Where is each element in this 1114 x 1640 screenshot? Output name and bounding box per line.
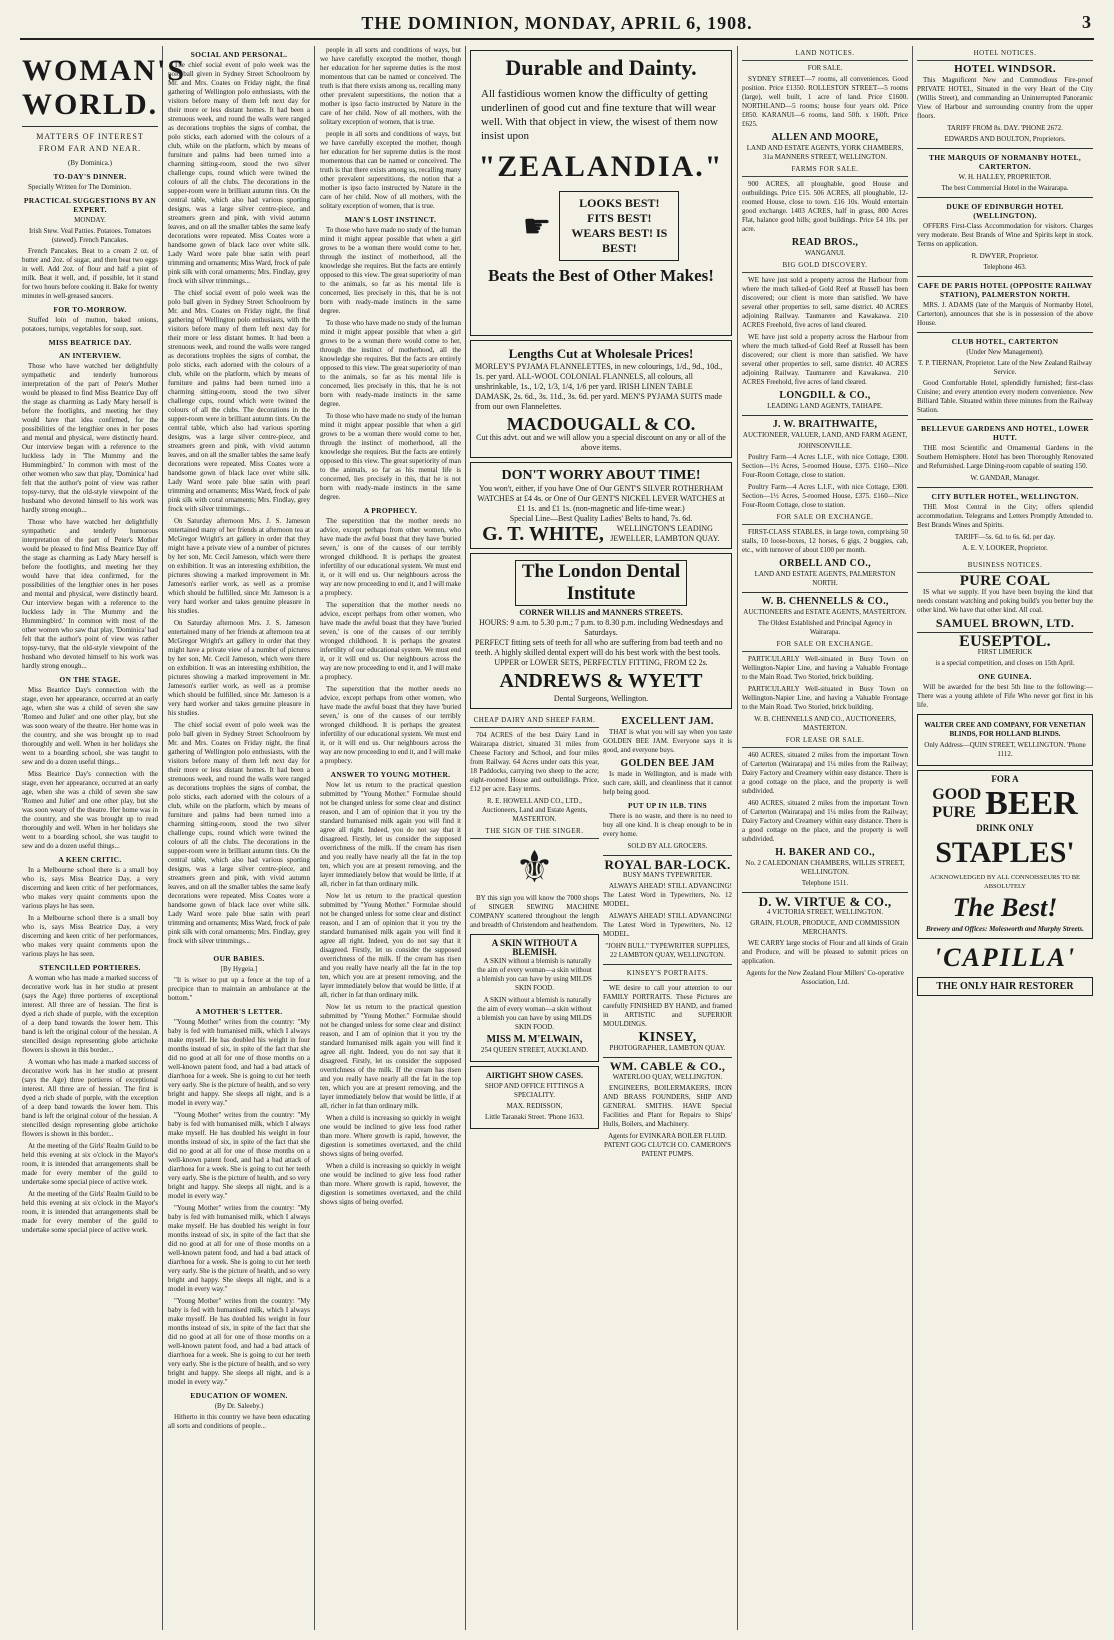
orbell-sub: LAND AND ESTATE AGENTS, PALMERSTON NORTH. bbox=[754, 570, 896, 587]
ads-lower-grid bbox=[470, 713, 732, 1161]
heading-letter: A MOTHER'S LETTER. bbox=[195, 1007, 283, 1016]
prophecy-text: The superstition that the mother needs no advice, except perhaps from other women, who have made the awful boast that they have 'buried seven,' is one of the causes of our terribly wronged childhood. It is perhaps the greatest infertility of our educational system. We must end it, or it will end us. Our neighbours across the way are now proceeding to end it, and I will make a prophecy. bbox=[320, 601, 461, 681]
body-text: people in all sorts and conditions of ways, but we have carefully excepted the mother, though her education for her supreme duties is the most momentous that can be named or conceived. The truth is that there exists among us, recalling many other prevalent superstitions, the notion that a mother is ipso facto instructed by Nature in the care of her child. Now of all mothers, with the solitary exception of women, that is true. bbox=[320, 46, 461, 126]
beats-best: Beats the Best of Other Makes! bbox=[488, 266, 714, 285]
hotel-heading: HOTEL NOTICES. bbox=[917, 49, 1093, 61]
dental-hours: HOURS: 9 a.m. to 5.30 p.m.; 7 p.m. to 8.30 p.m. including Wednesdays and Saturdays. bbox=[479, 618, 723, 637]
critic-text: In a Melbourne school there is a small boy who is, says Miss Beatrice Day, a very discerning and keen critic of her performances, who makes very quaint comments upon the various plays he has seen. bbox=[22, 866, 158, 910]
column-rule bbox=[162, 46, 163, 1630]
heading-instinct: MAN'S LOST INSTINCT. bbox=[344, 215, 437, 224]
letter-text: "Young Mother" writes from the country: "My baby is fed with humanised milk, which I always make myself. He has doubled his weight in four months instead of six, in spite of the fact that she did no good at all for one of those months on a well-known patent food, and had a bad attack of diarrhoea for a week. She is going to cut her teeth very early. She is the picture of health, and so very bright and happy. She sleeps all night, and is a model in every way." bbox=[168, 1297, 310, 1386]
ad-capilla bbox=[917, 977, 1093, 996]
staples-sub: ACKNOWLEDGED BY ALL CONNOISSEURS TO BE ABSOLUTELY bbox=[929, 874, 1081, 890]
jam-title: EXCELLENT JAM. bbox=[621, 716, 714, 727]
social-text: The chief social event of polo week was the polo ball given in Sydney Street Schoolroom by Mr. and Mrs. Coates on Friday night, the final gathering of Wellington polo enthusiasts, with the visitors before many of them left next day for their more or less distant homes. It had been a strenuous week, and round the walls were ranged as decorations trophies the signs of combat, the polo sticks, each adorned with the colours of a club, while on the platform, which by means of furniture and palms had been turned into a charming sitting-room, stood the two silver challenge cups, round which were twined the colours of all the clubs. The decorations in the supper-room were in brilliant autumn tints. On the central table, which also had various sporting designs, was a large silver centre-piece, and streamers green and pink, with vivid autumn leaves, and on all the smaller tables the same leafy decorations were repeated. Miss Coates wore a handsome gown of black lace over white silk. Lady Ward wore pale blue satin with pearl trimming and ornaments; Miss Ward, frock of pale pink silk with coral ornaments; Mrs. Findlay, grey frock with silver trimmings... bbox=[168, 61, 310, 285]
ad-macdougall bbox=[470, 340, 732, 458]
macdougall-name: MACDOUGALL & CO. bbox=[506, 414, 696, 434]
ad-skin bbox=[470, 934, 599, 1062]
masthead-title: THE DOMINION, MONDAY, APRIL 6, 1908. bbox=[361, 12, 753, 33]
longdill: LONGDILL & CO., bbox=[779, 390, 871, 401]
worry-special: Special Line—Best Quality Ladies' Belts to hand, 7s. 6d. bbox=[509, 514, 693, 523]
gold-text: WE have just sold a property across the Harbour from where the much talked-of Gold Reef at Russell has been discovered; our client is more than satisfied. We have several other properties to sell, same district. 40 ACRES adjoining Railway. Taumarere and Kawakawa. 210 ACRES Freehold, five acres of land cleared. bbox=[742, 333, 908, 386]
heading-dinner: TO-DAY'S DINNER. bbox=[53, 172, 127, 181]
critic-text: In a Melbourne school there is a small boy who is, says Miss Beatrice Day, a very discerning and keen critic of her performances, who makes very quaint comments upon the various plays he has seen. bbox=[22, 914, 158, 958]
land-heading: LAND NOTICES. bbox=[742, 49, 908, 61]
ads-lower-left bbox=[470, 713, 599, 1161]
baker: H. BAKER AND CO., bbox=[775, 847, 875, 858]
edinburgh-text: OFFERS First-Class Accommodation for visitors. Charges very moderate. Best Brands of Wine and Spirits kept in stock. Terms on application. bbox=[917, 222, 1093, 248]
kinsey-heading: KINSEY'S PORTRAITS. bbox=[603, 969, 732, 981]
farms-text: 900 ACRES, all ploughable, good House and outbuildings. Price £15. 506 ACRES, all ploughable, 12-roomed House, close to town. £16 10s. Would entertain good exchange. 1403 ACRES, half in grass, 800 Acres Flat, balance good hills; good buildings. Price £4 10s. per acre. bbox=[742, 180, 908, 233]
pancakes-recipe: French Pancakes. Beat to a cream 2 oz. of butter and 2oz. of sugar, and then beat two eggs in well. Add 2oz. of flour and half a pint of milk. Beat it well, and, if possible, let it stand for two hours before cooking it. Bake for twenty minutes in well-greased saucers. bbox=[22, 247, 158, 300]
heading-social: SOCIAL AND PERSONAL. bbox=[190, 50, 288, 59]
heading-answer: ANSWER TO YOUNG MOTHER. bbox=[330, 770, 451, 779]
tomorrow-text: Stuffed loin of mutton, baked onions, potatoes, turnips, vegetables for soup, suet. bbox=[22, 316, 158, 333]
column-rule bbox=[314, 46, 315, 1630]
andrews-wyett: ANDREWS & WYETT bbox=[499, 670, 703, 692]
section-title: WOMAN'S WORLD. bbox=[22, 54, 158, 127]
heading-prophecy: A PROPHECY. bbox=[363, 506, 418, 515]
durable-text: All fastidious women know the difficulty of getting underlinen of good cut and fine texture that will wear well. With that object in view, the wisest of them now insist upon bbox=[481, 88, 718, 142]
singer-logo-icon: ⚜ bbox=[514, 843, 555, 892]
skin-text: A SKIN without a blemish is naturally the aim of every woman—a skin without a blemish you can have by using MILDS SKIN FOOD. bbox=[477, 957, 592, 992]
column-rule bbox=[465, 46, 466, 1630]
body-text-end: When a child is increasing so quickly in weight one would be inclined to give less food rather than more. Where growth is rapid, however, the digestion is sometimes overtaxed, and the child shows signs of being overfed. bbox=[320, 1162, 461, 1206]
normanby-prop: W. H. HALLEY, PROPRIETOR. bbox=[958, 173, 1052, 181]
section-subtitle: MATTERS OF INTEREST FROM FAR AND NEAR. bbox=[36, 132, 144, 153]
masthead bbox=[20, 8, 1094, 40]
paris-text: MRS. J. ADAMS (late of the Marquis of Normanby Hotel, Carterton), announces that she is in possession of the above House. bbox=[917, 301, 1093, 327]
instinct-text: To those who have made no study of the human mind it might appear possible that when a girl grows to be a woman there would come to her, through the instinct of motherhood, all the knowledge she requires. But the facts are entirely opposed to this view. The great superiority of man to the animals, so far as his mental life is concerned, lies precisely in this, that he is not born with ready-made instincts in the same degree. bbox=[320, 412, 461, 501]
for-sale-heading: FOR SALE. bbox=[807, 64, 843, 72]
virtue-agent: Agents for the New Zealand Flour Millers' Co-operative Association, Ltd. bbox=[746, 969, 904, 986]
citybutler-text: THE Most Central in the City; offers splendid accommodation. Telegrams and Letters Promptly Attended to. Best Brands Wines and Spirits. bbox=[917, 503, 1093, 529]
column-babies-cont bbox=[320, 46, 461, 1630]
mcelwain-name: MISS M. M'ELWAIN, bbox=[486, 1034, 583, 1045]
walter-address: Only Address—QUIN STREET, WELLINGTON. 'Phone 1112. bbox=[924, 741, 1086, 758]
gold-heading: BIG GOLD DISCOVERY. bbox=[742, 261, 908, 273]
city-butler: CITY BUTLER HOTEL, WELLINGTON. bbox=[931, 492, 1079, 501]
brewery: Brewery and Offices: Molesworth and Murphy Streets. bbox=[926, 925, 1084, 933]
tins-heading: PUT UP IN 1LB. TINS bbox=[628, 801, 707, 810]
heading-portieres: STENCILLED PORTIERES. bbox=[39, 963, 141, 972]
pointing-hand-icon: ☛ bbox=[522, 207, 552, 244]
stage-text: Miss Beatrice Day's connection with the stage, even her appearance, occurred at an early age, when she was a child of seven she saw 'Romeo and Juliet' and one other play, but she was soon weary of the theatre. Her home was in the country, and she was brought up to read thoroughly and well. When in her holidays she went to a boarding school, she was taught to sew and do a dozen useful things... bbox=[22, 770, 158, 850]
instinct-text: To those who have made no study of the human mind it might appear possible that when a girl grows to be a woman there would come to her, through the instinct of motherhood, all the knowledge she requires. But the facts are entirely opposed to this view. The great superiority of man to the animals, so far as his mental life is concerned, lies precisely in this, that he is not born with ready-made instincts in the same degree. bbox=[320, 226, 461, 315]
letter-text: "Young Mother" writes from the country: "My baby is fed with humanised milk, which I always make myself. He has doubled his weight in four months instead of six, in spite of the fact that she did no good at all for one of those months on a well-known patent food, and had a bad attack of diarrhoea for a week. She is going to cut her teeth very early. She is the picture of health, and so very bright and happy. She sleeps all night, and is a model in every way." bbox=[168, 1204, 310, 1293]
gold-text: WE have just sold a property across the Harbour from where the much talked-of Gold Reef at Russell has been discovered; our client is more than satisfied. We have several other properties to sell, same district. 40 ACRES adjoining Railway. Taumarere and Kawakawa. 210 ACRES Freehold, five acres of land cleared. bbox=[742, 276, 908, 329]
babies-byline: [By Hygeia.] bbox=[220, 965, 258, 973]
club-sub: (Under New Management). bbox=[966, 348, 1044, 356]
ads-lower-right bbox=[603, 713, 732, 1161]
dental-price: UPPER or LOWER SETS, PERFECTLY FITTING, FROM £2 2s. bbox=[494, 658, 708, 667]
normanby-text: The best Commercial Hotel in the Wairarapa. bbox=[941, 184, 1069, 192]
exchange-heading: FOR SALE OR EXCHANGE. bbox=[742, 513, 908, 525]
the-best: The Best! bbox=[952, 893, 1058, 922]
staples-title: STAPLES' bbox=[935, 836, 1075, 869]
durable-title: Durable and Dainty. bbox=[505, 55, 697, 80]
social-text: The chief social event of polo week was the polo ball given in Sydney Street Schoolroom by Mr. and Mrs. Coates on Friday night, the final gathering of Wellington polo enthusiasts, with the visitors before many of them left next day for their more or less distant homes. It had been a strenuous week, and round the walls were ranged as decorations trophies the signs of combat, the polo sticks, each adorned with the colours of a club, while on the platform, which by means of furniture and palms had been turned into a charming sitting-room, stood the two silver challenge cups, round which were twined the colours of all the clubs. The decorations in the supper-room were in brilliant autumn tints. On the central table, which also had various sporting designs, was a large silver centre-piece, and streamers green and pink, with vivid autumn leaves, and on all the smaller tables the same leafy decorations were repeated. Miss Coates wore a handsome gown of black lace over white silk. Lady Ward wore pale blue satin with pearl trimming and ornaments; Miss Ward, frock of pale pink silk with coral ornaments; Mrs. Findlay, grey frock with silver trimmings... bbox=[168, 289, 310, 513]
jam-text: THAT is what you will say when you taste GOLDEN BEE JAM. Everyone says it is good, and everyone buys. bbox=[603, 728, 732, 754]
edinburgh-tel: Telephone 463. bbox=[983, 263, 1027, 271]
braithwaite-text: Poultry Farm—4 Acres L.I.F., with nice Cottage, £300. Section—1½ Acres, 5-roomed House, £375. £160—Nice Four-Room Cottage, close to station. bbox=[742, 453, 908, 479]
club-text: Good Comfortable Hotel, splendidly furnished; first-class Cuisine; and every attention every modern convenience. New Billiard Table. Situated within three minutes from the Railway Station. bbox=[917, 379, 1093, 414]
interview-text: Those who have watched her delightfully sympathetic and tenderly humorous interpretation of the part of Peter's Mother would be pleased to find Miss Beatrice Day off the stage as charming as Lady Mary herself is before the footlights, and meeting her they would have that idea confirmed, for the possibilities of the lengthier ones in her poses and mental and physical, were distinctly heard. Our interview began with a reference to the luckless lady in 'The Mummy and the Hummingbird.' In common with most of the other women who saw that play, 'Dominica' had felt that the author's point of view was rather topsy-turvy, that the old-style viewpoint of the husband who devoted himself to his work was hardly strong enough... bbox=[22, 362, 158, 514]
prophecy-text: The superstition that the mother needs no advice, except perhaps from other women, who have made the awful boast that they have 'buried seven,' is one of the causes of our terribly wronged childhood. It is perhaps the greatest infertility of our educational system. We must end it, or it will end us. Our neighbours across the way are now proceeding to end it, and I will make a prophecy. bbox=[320, 517, 461, 597]
capilla-sub: THE ONLY HAIR RESTORER bbox=[936, 981, 1074, 992]
lengths-title: Lengths Cut at Wholesale Prices! bbox=[508, 346, 694, 361]
braithwaite-sub: AUCTIONEER, VALUER, LAND, AND FARM AGENT, bbox=[742, 431, 908, 439]
virtue-sub: 4 VICTORIA STREET, WELLINGTON. bbox=[766, 908, 884, 916]
column-womans-world bbox=[22, 46, 186, 1630]
sale-text: SYDNEY STREET—7 rooms, all conveniences. Good position. Price £1350. ROLLESTON STREET—5 rooms (large), well built, 1 acre of land. Price £1600. NORTHLAND—5 rooms; house four years old. Price £850. KARANUI—6 rooms, land 50ft. x 160ft. Price £625. bbox=[742, 75, 908, 128]
lease-text: 460 ACRES, situated 2 miles from the important Town of Carterton (Wairarapa) and 1¼ miles from the Railway; Dairy Factory and Creamery within easy distance. There is a good cottage on the place, and the property is well subdivided. bbox=[742, 751, 908, 795]
barlock-text: ALWAYS AHEAD! STILL ADVANCING! The Latest Word in Typewriters, No. 12 MODEL. bbox=[603, 882, 732, 908]
lease-heading: FOR LEASE OR SALE. bbox=[742, 736, 908, 748]
barlock-address: "JOHN BULL" TYPEWRITER SUPPLIES, 22 LAMBTON QUAY, WELLINGTON. bbox=[605, 942, 730, 959]
answer-text: Now let us return to the practical question submitted by "Young Mother." Formulae should not be changed unless for some clear and distinct reason, and I am of opinion that it you try the standard humanised milk again you will find it agree all right. Indeed, you do not say that it disagreed. Firstly, let us consider the supposed overrichness of the milk. If the cream has risen and you really have nearly all the fat in the top ten, which you are at present removing, and the layer immediately below that would be little, if at all, richer in fat than ordinary milk. bbox=[320, 781, 461, 888]
portieres-text: A woman who has made a marked success of decorative work has in her studio at present (says the Age) three portieres of exceptional interest. All three are of hessian. The first is dyed a rich shade of purple, with the exception of a deep band towards the lower hem. This band is left the original colour of the hessian. A stencilled design representing globe artichoke flowers is shown in this border... bbox=[22, 974, 158, 1054]
bellevue-prop: W. GANDAR, Manager. bbox=[970, 474, 1040, 482]
andrews-sub: Dental Surgeons, Wellington. bbox=[553, 694, 649, 703]
farms-heading: FARMS FOR SALE. bbox=[742, 165, 908, 177]
farm-heading: CHEAP DAIRY AND SHEEP FARM. bbox=[470, 716, 599, 728]
ad-dental bbox=[470, 553, 732, 709]
social-text-2: On Saturday afternoon Mrs. J. S. Jameson entertained many of her friends at afternoon tea at McGregor Wright's art gallery in order that they might have a private view of a number of pictures by her son, Mr. Cecil Jameson, which were there on exhibition. It was an interesting exhibition, the pictures showing a marked improvement in Mr. Jameson's earlier work, as well as a promise which should be fulfilled, since Mr. Jameson is a very hard worker and takes genuine pleasure in his studies. bbox=[168, 517, 310, 615]
sale-exchange-heading: FOR SALE OR EXCHANGE. bbox=[742, 640, 908, 652]
column-land-notices bbox=[742, 46, 908, 1630]
gt-white-sub: WELLINGTON'S LEADING JEWELLER, LAMBTON QUAY. bbox=[610, 524, 720, 543]
portieres-text: A woman who has made a marked success of decorative work has in her studio at present (says the Age) three portieres of exceptional interest. All three are of hessian. The first is dyed a rich shade of purple, with the exception of a deep band towards the lower hem. This band is left the original colour of the hessian. A stencilled design representing globe artichoke flowers is shown in this border... bbox=[22, 1058, 158, 1138]
virtue-text-2: WE CARRY large stocks of Flour and all kinds of Grain and Produce, and will be pleased to submit prices on application. bbox=[742, 939, 908, 965]
airtight-title: AIRTIGHT SHOW CASES. bbox=[485, 1071, 583, 1080]
golden-text: Is made in Wellington, and is made with such care, skill, and cleanliness that it cannot help being good. bbox=[603, 770, 732, 796]
dental-text: PERFECT fitting sets of teeth for all who are suffering from bad teeth and no teeth. A highly skilled dental expert will do his best work with the best tools. bbox=[475, 638, 723, 657]
byline: (By Dominica.) bbox=[68, 159, 112, 167]
braithwaite: J. W. BRAITHWAITE, bbox=[772, 419, 878, 430]
braithwaite-text: Poultry Farm—4 Acres L.I.F., with nice Cottage, £300. Section—1½ Acres, 5-roomed House, £375. £160—Nice Four-Room Cottage, close to station. bbox=[742, 483, 908, 509]
looks-best: LOOKS BEST! FITS BEST! WEARS BEST! IS BEST! bbox=[559, 191, 679, 261]
baker-sub: No. 2 CALEDONIAN CHAMBERS, WILLIS STREET, WELLINGTON. bbox=[745, 859, 905, 876]
farm-agent: R. E. HOWELL AND CO., LTD., Auctioneers, Land and Estate Agents, MASTERTON. bbox=[481, 797, 588, 823]
samuel-brown: SAMUEL BROWN, LTD. bbox=[935, 616, 1075, 630]
club-prop: T. P. TIERNAN, Proprietor. Late of the New Zealand Railway Service. bbox=[917, 359, 1093, 376]
read-bros: READ BROS., bbox=[791, 237, 859, 248]
kinsey-sub: PHOTOGRAPHER, LAMBTON QUAY. bbox=[609, 1044, 726, 1052]
exchange-text: FIRST-CLASS STABLES, in large town, comprising 50 stalls, 10 loose-boxes, 12 horses, 6 gigs, 2 buggies, cab, etc., with turnover of about £100 per month. bbox=[742, 528, 908, 554]
kinsey-name: KINSEY, bbox=[638, 1030, 697, 1045]
barlock-sub: BUSY MAN'S TYPEWRITER. bbox=[622, 871, 713, 879]
ad-gt-white bbox=[470, 462, 732, 549]
lengths-text: MORLEY'S PYJAMA FLANNELETTES, in new colourings, 1/d., 9d., 10d., 1s. per yard. ALL-WOOL COLONIAL FLANNELS, all colours, all unshrinkable, 1s., 1/2, 1/3, 1/4, 1/6 per yard. IRISH LINEN TABLE DAMASK, 2s. 6d., 3s. 11d., 3s. 6d. per yard. MEN'S PYJAMA SUITS made from our own Flannelettes. bbox=[475, 362, 723, 411]
heading-critic: A KEEN CRITIC. bbox=[58, 855, 122, 864]
virtue-text: GRAIN, FLOUR, PRODUCE, AND COMMISSION MERCHANTS. bbox=[750, 919, 900, 936]
letter-text: "Young Mother" writes from the country: "My baby is fed with humanised milk, which I always make myself. He has doubled his weight in four months instead of six, in spite of the fact that she did no good at all for one of those months on a well-known patent food, and had a bad attack of diarrhoea for a week. She is going to cut her teeth very early. She is the picture of health, and so very bright and happy. She sleeps all night, and is a model in every way." bbox=[168, 1111, 310, 1200]
tins-sold: SOLD BY ALL GROCERS. bbox=[627, 842, 708, 850]
gt-white-name: G. T. WHITE, bbox=[482, 522, 604, 545]
meeting-text: At the meeting of the Girls' Realm Guild to be held this evening at six o'clock in the Mayor's room, it is intended that arrangements shall be made for every member of the guild to undertake some special piece of active work. bbox=[22, 1190, 158, 1234]
meeting-text: At the meeting of the Girls' Realm Guild to be held this evening at six o'clock in the Mayor's room, it is intended that arrangements shall be made for every member of the guild to undertake some special piece of active work. bbox=[22, 1142, 158, 1186]
bellevue: BELLEVUE GARDENS AND HOTEL, LOWER HUTT. bbox=[920, 424, 1090, 442]
education-text: Hitherto in this country we have been educating all sorts and conditions of people... bbox=[168, 1413, 310, 1430]
guinea-text: Will be awarded for the best 5th line to the following:— There was a young athlete of Fife Who never got first in his life. bbox=[917, 683, 1093, 709]
chennells-2: W. B. CHENNELLS AND CO., AUCTIONEERS, MASTERTON. bbox=[754, 715, 896, 732]
beer-title: BEER bbox=[985, 785, 1078, 822]
guinea: ONE GUINEA. bbox=[978, 672, 1032, 681]
macdougall-note: Cut this advt. out and we will allow you a special discount on any or all of the above items. bbox=[476, 433, 726, 452]
bellevue-text: THE most Scientific and Ornamental Gardens in the Southern Hemisphere. Hotel has been Thoroughly Renovated and Refurnished. Large Dining-room capable of seating 150. bbox=[917, 444, 1093, 470]
normanby: THE MARQUIS OF NORMANBY HOTEL, CARTERTON. bbox=[929, 153, 1081, 171]
tins-text: There is no waste, and there is no need to buy all one kind. It is cheap enough to be in every home. bbox=[603, 812, 732, 838]
airtight-text: SHOP AND OFFICE FITTINGS A SPECIALITY. bbox=[484, 1082, 585, 1099]
citybutler-prop: A. E. V. LOOKER, Proprietor. bbox=[962, 544, 1048, 552]
zealandia-title: "ZEALANDIA." bbox=[478, 150, 724, 183]
cafe-paris: CAFE DE PARIS HOTEL (OPPOSITE RAILWAY STATION), PALMERSTON NORTH. bbox=[917, 281, 1093, 299]
cable-text: ENGINEERS, BOILERMAKERS, IRON AND BRASS FOUNDERS, SHIP AND GENERAL SMITHS. HAVE Special Facilities and Plant for Repairs to Ships' Hulls, Boilers, and Machinery. bbox=[603, 1084, 732, 1128]
body-text-end: When a child is increasing so quickly in weight one would be inclined to give less food rather than more. Where growth is rapid, however, the digestion is sometimes overtaxed, and the child shows signs of being overfed. bbox=[320, 1114, 461, 1158]
chennells-sub: AUCTIONEERS and ESTATE AGENTS, MASTERTON. bbox=[743, 608, 907, 616]
club-hotel: CLUB HOTEL, CARTERTON bbox=[951, 337, 1059, 346]
airtight-address: Little Taranaki Street. 'Phone 1633. bbox=[484, 1113, 584, 1121]
euseptol-sub: FIRST LIMERICK bbox=[977, 648, 1033, 656]
dental-address: CORNER WILLIS and MANNERS STREETS. bbox=[519, 608, 683, 617]
edinburgh-prop: R. DWYER, Proprietor. bbox=[971, 252, 1039, 260]
pure-coal: PURE COAL bbox=[959, 573, 1051, 589]
singer-text: BY this sign you will know the 7000 shops of SINGER SEWING MACHINE COMPANY scattered throughout the length and breadth of Christendom and heathendom. bbox=[470, 894, 599, 929]
read-sub: WANGANUI. bbox=[804, 249, 846, 257]
drink-only: DRINK ONLY bbox=[976, 823, 1034, 833]
edinburgh: DUKE OF EDINBURGH HOTEL (WELLINGTON). bbox=[946, 202, 1064, 220]
babies-quote: "It is wiser to put up a fence at the top of a precipice than to maintain an ambulance at the bottom." bbox=[168, 976, 310, 1002]
column-social bbox=[168, 46, 310, 1630]
golden-bee: GOLDEN BEE JAM bbox=[620, 758, 715, 769]
barlock-title: ROYAL BAR-LOCK. bbox=[604, 857, 731, 872]
column-rule bbox=[737, 46, 738, 1630]
body-text: people in all sorts and conditions of ways, but we have carefully excepted the mother, though her education for her supreme duties is the most momentous that can be named or conceived. The truth is that there exists among us, recalling many other prevalent superstitions, the notion that a mother is ipso facto instructed by Nature in the care of her child. Now of all mothers, with the solitary exception of women, that is true. bbox=[320, 130, 461, 210]
lease-text: 460 ACRES, situated 2 miles from the important Town of Carterton (Wairarapa) and 1¼ miles from the Railway; Dairy Factory and Creamery within easy distance. There is a good cottage on the place, and the property is well subdivided. bbox=[742, 799, 908, 843]
baker-tel: Telephone 1511. bbox=[801, 879, 849, 887]
chennells-text: PARTICULARLY Well-situated in Busy Town on Wellington-Napier Line, and having a Valuable Frontage to the Main Road. Two Storied, brick building. bbox=[742, 655, 908, 681]
heading-education: EDUCATION OF WOMEN. bbox=[190, 1391, 288, 1400]
pure-label: PURE bbox=[932, 804, 976, 821]
allen-sub: LAND AND ESTATE AGENTS, YORK CHAMBERS, 31a MANNERS STREET, WELLINGTON. bbox=[746, 144, 904, 161]
heading-miss-day: MISS BEATRICE DAY. bbox=[48, 338, 132, 347]
stage-text: Miss Beatrice Day's connection with the stage, even her appearance, occurred at an early age, when she was a child of seven she saw 'Romeo and Juliet' and one other play, but she was soon weary of the theatre. Her home was in the country, and she was brought up to read thoroughly and well. When in her holidays she went to a boarding school, she was taught to sew and do a dozen useful things... bbox=[22, 686, 158, 766]
chennells: W. B. CHENNELLS & CO., bbox=[761, 596, 889, 607]
letter-text: "Young Mother" writes from the country: "My baby is fed with humanised milk, which I always make myself. He has doubled his weight in four months instead of six, in spite of the fact that she did no good at all for one of those months on a well-known patent food, and had a bad attack of diarrhoea for a week. She is going to cut her teeth very early. She is the picture of health, and so very bright and happy. She sleeps all night, and is a model in every way." bbox=[168, 1018, 310, 1107]
longdill-sub: LEADING LAND AGENTS, TAIHAPE. bbox=[767, 402, 883, 410]
worry-title: DON'T WORRY ABOUT TIME! bbox=[501, 468, 701, 483]
capilla-title: 'CAPILLA' bbox=[933, 943, 1077, 972]
ad-zealandia bbox=[470, 50, 732, 336]
skin-text: A SKIN without a blemish is naturally the aim of every woman—a skin without a blemish you can have by using MILDS SKIN FOOD. bbox=[477, 996, 592, 1031]
windsor-text: This Magnificent New and Commodious Fire-proof PRIVATE HOTEL, Situated in the very Heart of the City (Willis Street), and commanding an Uninterrupted Panoramic View of Harbour and surrounding country from the upper floors. bbox=[917, 76, 1093, 120]
chennells-note: The Oldest Established and Principal Agency in Wairarapa. bbox=[757, 619, 893, 636]
mcelwain-address: 254 QUEEN STREET, AUCKLAND. bbox=[480, 1046, 588, 1054]
heading-interview: AN INTERVIEW. bbox=[58, 351, 122, 360]
orbell: ORBELL AND CO., bbox=[779, 558, 871, 569]
cable-sub: WATERLOO QUAY, WELLINGTON. bbox=[612, 1073, 723, 1081]
dinner-note: Specially Written for The Dominion. bbox=[28, 183, 132, 191]
windsor-prop: EDWARDS AND BOULTON, Proprietors. bbox=[944, 135, 1066, 143]
barlock-text: ALWAYS AHEAD! STILL ADVANCING! The Latest Word in Typewriters, No. 12 MODEL. bbox=[603, 912, 732, 938]
euseptol-text: is a special competition, and closes on 15th April. bbox=[935, 659, 1075, 667]
braithwaite-town: JOHNSONVILLE. bbox=[798, 442, 852, 450]
ad-walter-cree bbox=[917, 714, 1093, 766]
heading-stage: ON THE STAGE. bbox=[59, 675, 121, 684]
worry-text: You won't, either, if you have One of Our GENT'S SILVER ROTHERHAM WATCHES at £4 4s. or One of Our GENT'S NICKEL LEVER WATCHES at £1 1s. and £1 1s. (non-magnetic and life-time wear.) bbox=[477, 484, 725, 513]
farm-text: 704 ACRES of the best Dairy Land in Wairarapa district, situated 31 miles from Cheese Factory and School, and four miles from Railway. 64 Acres under oats this year, 18 Paddocks, carrying two sheep to the acre; eight-roomed House and outbuildings. Price, £12 per acre. Easy terms. bbox=[470, 731, 599, 793]
allen-moore: ALLEN AND MOORE, bbox=[771, 132, 879, 143]
prophecy-text: The superstition that the mother needs no advice, except perhaps from other women, who have made the awful boast that they have 'buried seven,' is one of the causes of our terribly wronged childhood. It is perhaps the greatest infertility of our educational system. We must end it, or it will end us. Our neighbours across the way are now proceeding to end it, and I will make a prophecy. bbox=[320, 685, 461, 765]
chennells-text: PARTICULARLY Well-situated in Busy Town on Wellington-Napier Line, and having a Valuable Frontage to the Main Road. Two Storied, brick building. bbox=[742, 685, 908, 711]
answer-text: Now let us return to the practical question submitted by "Young Mother." Formulae should not be changed unless for some clear and distinct reason, and I am of opinion that it you try the standard humanised milk again you will find it agree all right. Indeed, you do not say that it disagreed. Firstly, let us consider the supposed overrichness of the milk. If the cream has risen and you really have nearly all the fat in the top ten, which you are at present removing, and the layer immediately below that would be little, if at all, richer in fat than ordinary milk. bbox=[320, 1003, 461, 1110]
singer-heading: THE SIGN OF THE SINGER. bbox=[470, 827, 599, 839]
dental-title: The London Dental Institute bbox=[515, 560, 687, 606]
airtight-name: MAX. REDISSON, bbox=[506, 1102, 563, 1110]
column-ads-center bbox=[470, 46, 732, 1630]
euseptol: EUSEPTOL. bbox=[959, 633, 1051, 650]
column-rule bbox=[912, 46, 913, 1630]
ad-staples-beer bbox=[917, 770, 1093, 939]
walter-cree: WALTER CREE AND COMPANY, FOR VENETIAN BLINDS, FOR HOLLAND BLINDS. bbox=[924, 721, 1086, 738]
instinct-text: To those who have made no study of the human mind it might appear possible that when a girl grows to be a woman there would come to her, through the instinct of motherhood, all the knowledge she requires. But the facts are entirely opposed to this view. The great superiority of man to the animals, so far as his mental life is concerned, lies precisely in this, that he is not born with ready-made instincts in the same degree. bbox=[320, 319, 461, 408]
heading-suggestions: PRACTICAL SUGGESTIONS BY AN EXPERT. bbox=[23, 196, 157, 214]
heading-babies: OUR BABIES. bbox=[213, 954, 265, 963]
ad-airtight bbox=[470, 1066, 599, 1129]
page-number: 3 bbox=[1082, 12, 1092, 32]
for-a: FOR A bbox=[991, 774, 1019, 784]
education-byline: (By Dr. Saleeby.) bbox=[214, 1402, 264, 1410]
kinsey-text: WE desire to call your attention to our FAMILY PORTRAITS. These Pictures are carefully FINISHED BY HAND, and framed in ARTISTIC and SUPERIOR MOULDINGS. bbox=[603, 984, 732, 1028]
social-text-2: On Saturday afternoon Mrs. J. S. Jameson entertained many of her friends at afternoon tea at McGregor Wright's art gallery in order that they might have a private view of a number of pictures by her son, Mr. Cecil Jameson, which were there on exhibition. It was an interesting exhibition, the pictures showing a marked improvement in Mr. Jameson's earlier work, as well as a promise which should be fulfilled, since Mr. Jameson is a very hard worker and takes genuine pleasure in his studies. bbox=[168, 619, 310, 717]
good-label: GOOD bbox=[932, 786, 982, 803]
citybutler-tariff: TARIFF—5s. 6d. to 6s. 6d. per day. bbox=[954, 533, 1056, 541]
skin-title: A SKIN WITHOUT A BLEMISH. bbox=[491, 938, 578, 957]
virtue: D. W. VIRTUE & CO., bbox=[758, 894, 892, 909]
social-text: The chief social event of polo week was the polo ball given in Sydney Street Schoolroom by Mr. and Mrs. Coates on Friday night, the final gathering of Wellington polo enthusiasts, with the visitors before many of them left next day for their more or less distant homes. It had been a strenuous week, and round the walls were ranged as decorations trophies the signs of combat, the polo sticks, each adorned with the colours of a club, while on the platform, which by means of furniture and palms had been turned into a charming sitting-room, stood the two silver challenge cups, round which were twined the colours of all the clubs. The decorations in the supper-room were in brilliant autumn tints. On the central table, which also had various sporting designs, was a large silver centre-piece, and streamers green and pink, with vivid autumn leaves, and on all the smaller tables the same leafy decorations were repeated. Miss Coates wore a handsome gown of black lace over white silk. Lady Ward wore pale blue satin with pearl trimming and ornaments; Miss Ward, frock of pale pink silk with coral ornaments; Mrs. Findlay, grey frock with silver trimmings... bbox=[168, 721, 310, 945]
coal-text: IS what we supply. If you have been buying the kind that needs constant watching and poking build's you better buy the other kind. We have that other kind. All coal. bbox=[917, 588, 1093, 614]
heading-tomorrow: FOR TO-MORROW. bbox=[53, 305, 127, 314]
heading-monday: MONDAY. bbox=[74, 216, 106, 224]
cable-name: WM. CABLE & CO., bbox=[609, 1059, 726, 1073]
windsor: HOTEL WINDSOR. bbox=[954, 63, 1056, 75]
cable-agents: Agents for EVINKARA BOILER FLUID. PATENT GOG CLUTCH CO. CAMERON'S PATENT PUMPS. bbox=[603, 1132, 732, 1158]
interview-text: Those who have watched her delightfully sympathetic and tenderly humorous interpretation of the part of Peter's Mother would be pleased to find Miss Beatrice Day off the stage as charming as Lady Mary herself is before the footlights, and meeting her they would have that idea confirmed, for the possibilities of the lengthier ones in her poses and mental and physical, were distinctly heard. Our interview began with a reference to the luckless lady in 'The Mummy and the Hummingbird.' In common with most of the other women who saw that play, 'Dominica' had felt that the author's point of view was rather topsy-turvy, that the old-style viewpoint of the husband who devoted himself to his work was hardly strong enough... bbox=[22, 518, 158, 670]
windsor-tel: TARIFF FROM 8s. DAY. 'PHONE 2672. bbox=[947, 124, 1063, 132]
business-heading: BUSINESS NOTICES. bbox=[917, 561, 1093, 573]
column-hotel-notices bbox=[917, 46, 1093, 1630]
answer-text: Now let us return to the practical question submitted by "Young Mother." Formulae should not be changed unless for some clear and distinct reason, and I am of opinion that it you try the standard humanised milk again you will find it agree all right. Indeed, you do not say that it disagreed. Firstly, let us consider the supposed overrichness of the milk. If the cream has risen and you really have nearly all the fat in the top ten, which you are at present removing, and the layer immediately below that would be little, if at all, richer in fat than ordinary milk. bbox=[320, 892, 461, 999]
menu: Irish Stew. Veal Patties. Potatoes. Tomatoes (stewed). French Pancakes. bbox=[28, 227, 152, 244]
